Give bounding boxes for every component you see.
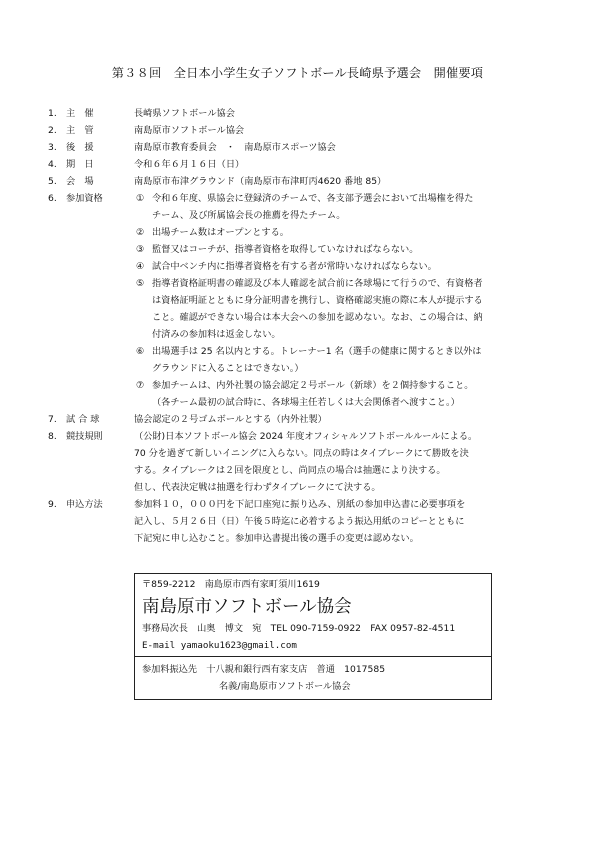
item-number: 3. <box>48 142 57 153</box>
item-number: 5. <box>48 176 57 187</box>
item-number: 6. <box>48 193 57 204</box>
item-label: 会 場 <box>66 176 94 187</box>
condition-text: チーム、及び所属協会長の推薦を得たチーム。 <box>152 210 346 221</box>
item-value: 南島原市布津グラウンド（南島原市布津町丙4620 番地 85） <box>134 176 387 187</box>
item-value: 協会認定の２号ゴムボールとする（内外社製） <box>134 414 327 425</box>
condition-text: 付済みの参加料は返金しない。 <box>152 329 281 340</box>
item-label: 申込方法 <box>66 499 103 510</box>
condition-text: 参加チームは、内外社製の協会認定２号ボール（新球）を２個持参すること。 <box>152 380 474 391</box>
item-label: 主 催 <box>66 108 94 119</box>
condition-text: 出場チーム数はオープンとする。 <box>152 227 289 238</box>
condition-text: こと。確認ができない場合は本大会への参加を認めない。なお、この場合は、納 <box>152 312 483 323</box>
contact-email[interactable]: E-mail yamaoku1623@gmail.com <box>142 640 297 651</box>
item-label: 主 管 <box>66 125 94 136</box>
item-label: 後 援 <box>66 142 94 153</box>
contact-organization: 南島原市ソフトボール協会 <box>142 597 352 617</box>
account-holder: 名義/南島原市ソフトボール協会 <box>219 681 351 692</box>
item-value: 南島原市ソフトボール協会 <box>134 125 245 136</box>
rules-text: （公財)日本ソフトボール協会 2024 年度オフィシャルソフトボールルールによる。 <box>134 431 478 442</box>
condition-text: （各チーム最初の試合時に、各球場主任若しくは大会関係者へ渡すこと。） <box>152 397 460 408</box>
condition-text: は資格証明証とともに身分証明書を携行し、資格確認実施の際に本人が提示する <box>152 295 483 306</box>
item-value: 令和６年６月１６日（日） <box>134 159 245 170</box>
rules-text: する。タイブレークは２回を限度とし、尚同点の場合は抽選により決する。 <box>134 465 446 476</box>
contact-person-phone: 事務局次長 山奥 博文 宛 TEL 090-7159-0922 FAX 0957-82-4511 <box>142 623 456 634</box>
condition-marker: ⑦ <box>136 380 145 391</box>
item-value: 長崎県ソフトボール協会 <box>134 108 235 119</box>
rules-text: 70 分を過ぎて新しいイニングに入らない。同点の時はタイブレークにて勝敗を決 <box>134 448 469 459</box>
item-value: 南島原市教育委員会 ・ 南島原市スポーツ協会 <box>134 142 336 153</box>
rules-text: 但し、代表決定戦は抽選を行わずタイブレークにて決する。 <box>134 482 381 493</box>
condition-text: 令和６年度、県協会に登録済のチームで、各支部予選会において出場権を得た <box>152 193 474 204</box>
condition-marker: ③ <box>136 244 145 255</box>
condition-text: 試合中ベンチ内に指導者資格を有する者が常時いなければならない。 <box>152 261 437 272</box>
item-number: 7. <box>48 414 57 425</box>
condition-marker: ④ <box>136 261 145 272</box>
item-number: 9. <box>48 499 57 510</box>
item-number: 1. <box>48 108 57 119</box>
contact-box <box>134 573 492 700</box>
item-label: 競技規則 <box>66 431 103 442</box>
condition-text: 指導者資格証明書の確認及び本人確認を試合前に各球場にて行うので、有資格者 <box>152 278 483 289</box>
item-label: 期 日 <box>66 159 94 170</box>
item-label: 参加資格 <box>66 193 103 204</box>
condition-marker: ① <box>136 193 145 204</box>
application-text: 参加料１０，０００円を下記口座宛に振り込み、別紙の参加申込書に必要事項を <box>134 499 466 510</box>
document-title: 第３８回 全日本小学生女子ソフトボール長崎県予選会 開催要項 <box>111 66 484 80</box>
application-text: 下記宛に申し込むこと。参加申込書提出後の選手の変更は認めない。 <box>134 533 419 544</box>
item-number: 2. <box>48 125 57 136</box>
contact-address: 〒859-2212 南島原市西有家町須川1619 <box>142 579 320 590</box>
item-number: 8. <box>48 431 57 442</box>
condition-text: 監督又はコーチが、指導者資格を取得していなければならない。 <box>152 244 419 255</box>
bank-account: 参加料振込先 十八親和銀行西有家支店 普通 1017585 <box>142 664 386 675</box>
condition-text: 出場選手は 25 名以内とする。トレーナー1 名（選手の健康に関するとき以外は <box>152 346 482 357</box>
box-divider <box>135 656 491 657</box>
condition-marker: ② <box>136 227 145 238</box>
condition-text: グラウンドに入ることはできない。） <box>152 363 304 374</box>
application-text: 記入し、５月２６日（日）午後５時迄に必着するよう振込用紙のコピーとともに <box>134 516 465 527</box>
item-number: 4. <box>48 159 57 170</box>
condition-marker: ⑥ <box>136 346 145 357</box>
condition-marker: ⑤ <box>136 278 145 289</box>
item-label: 試 合 球 <box>66 414 100 425</box>
